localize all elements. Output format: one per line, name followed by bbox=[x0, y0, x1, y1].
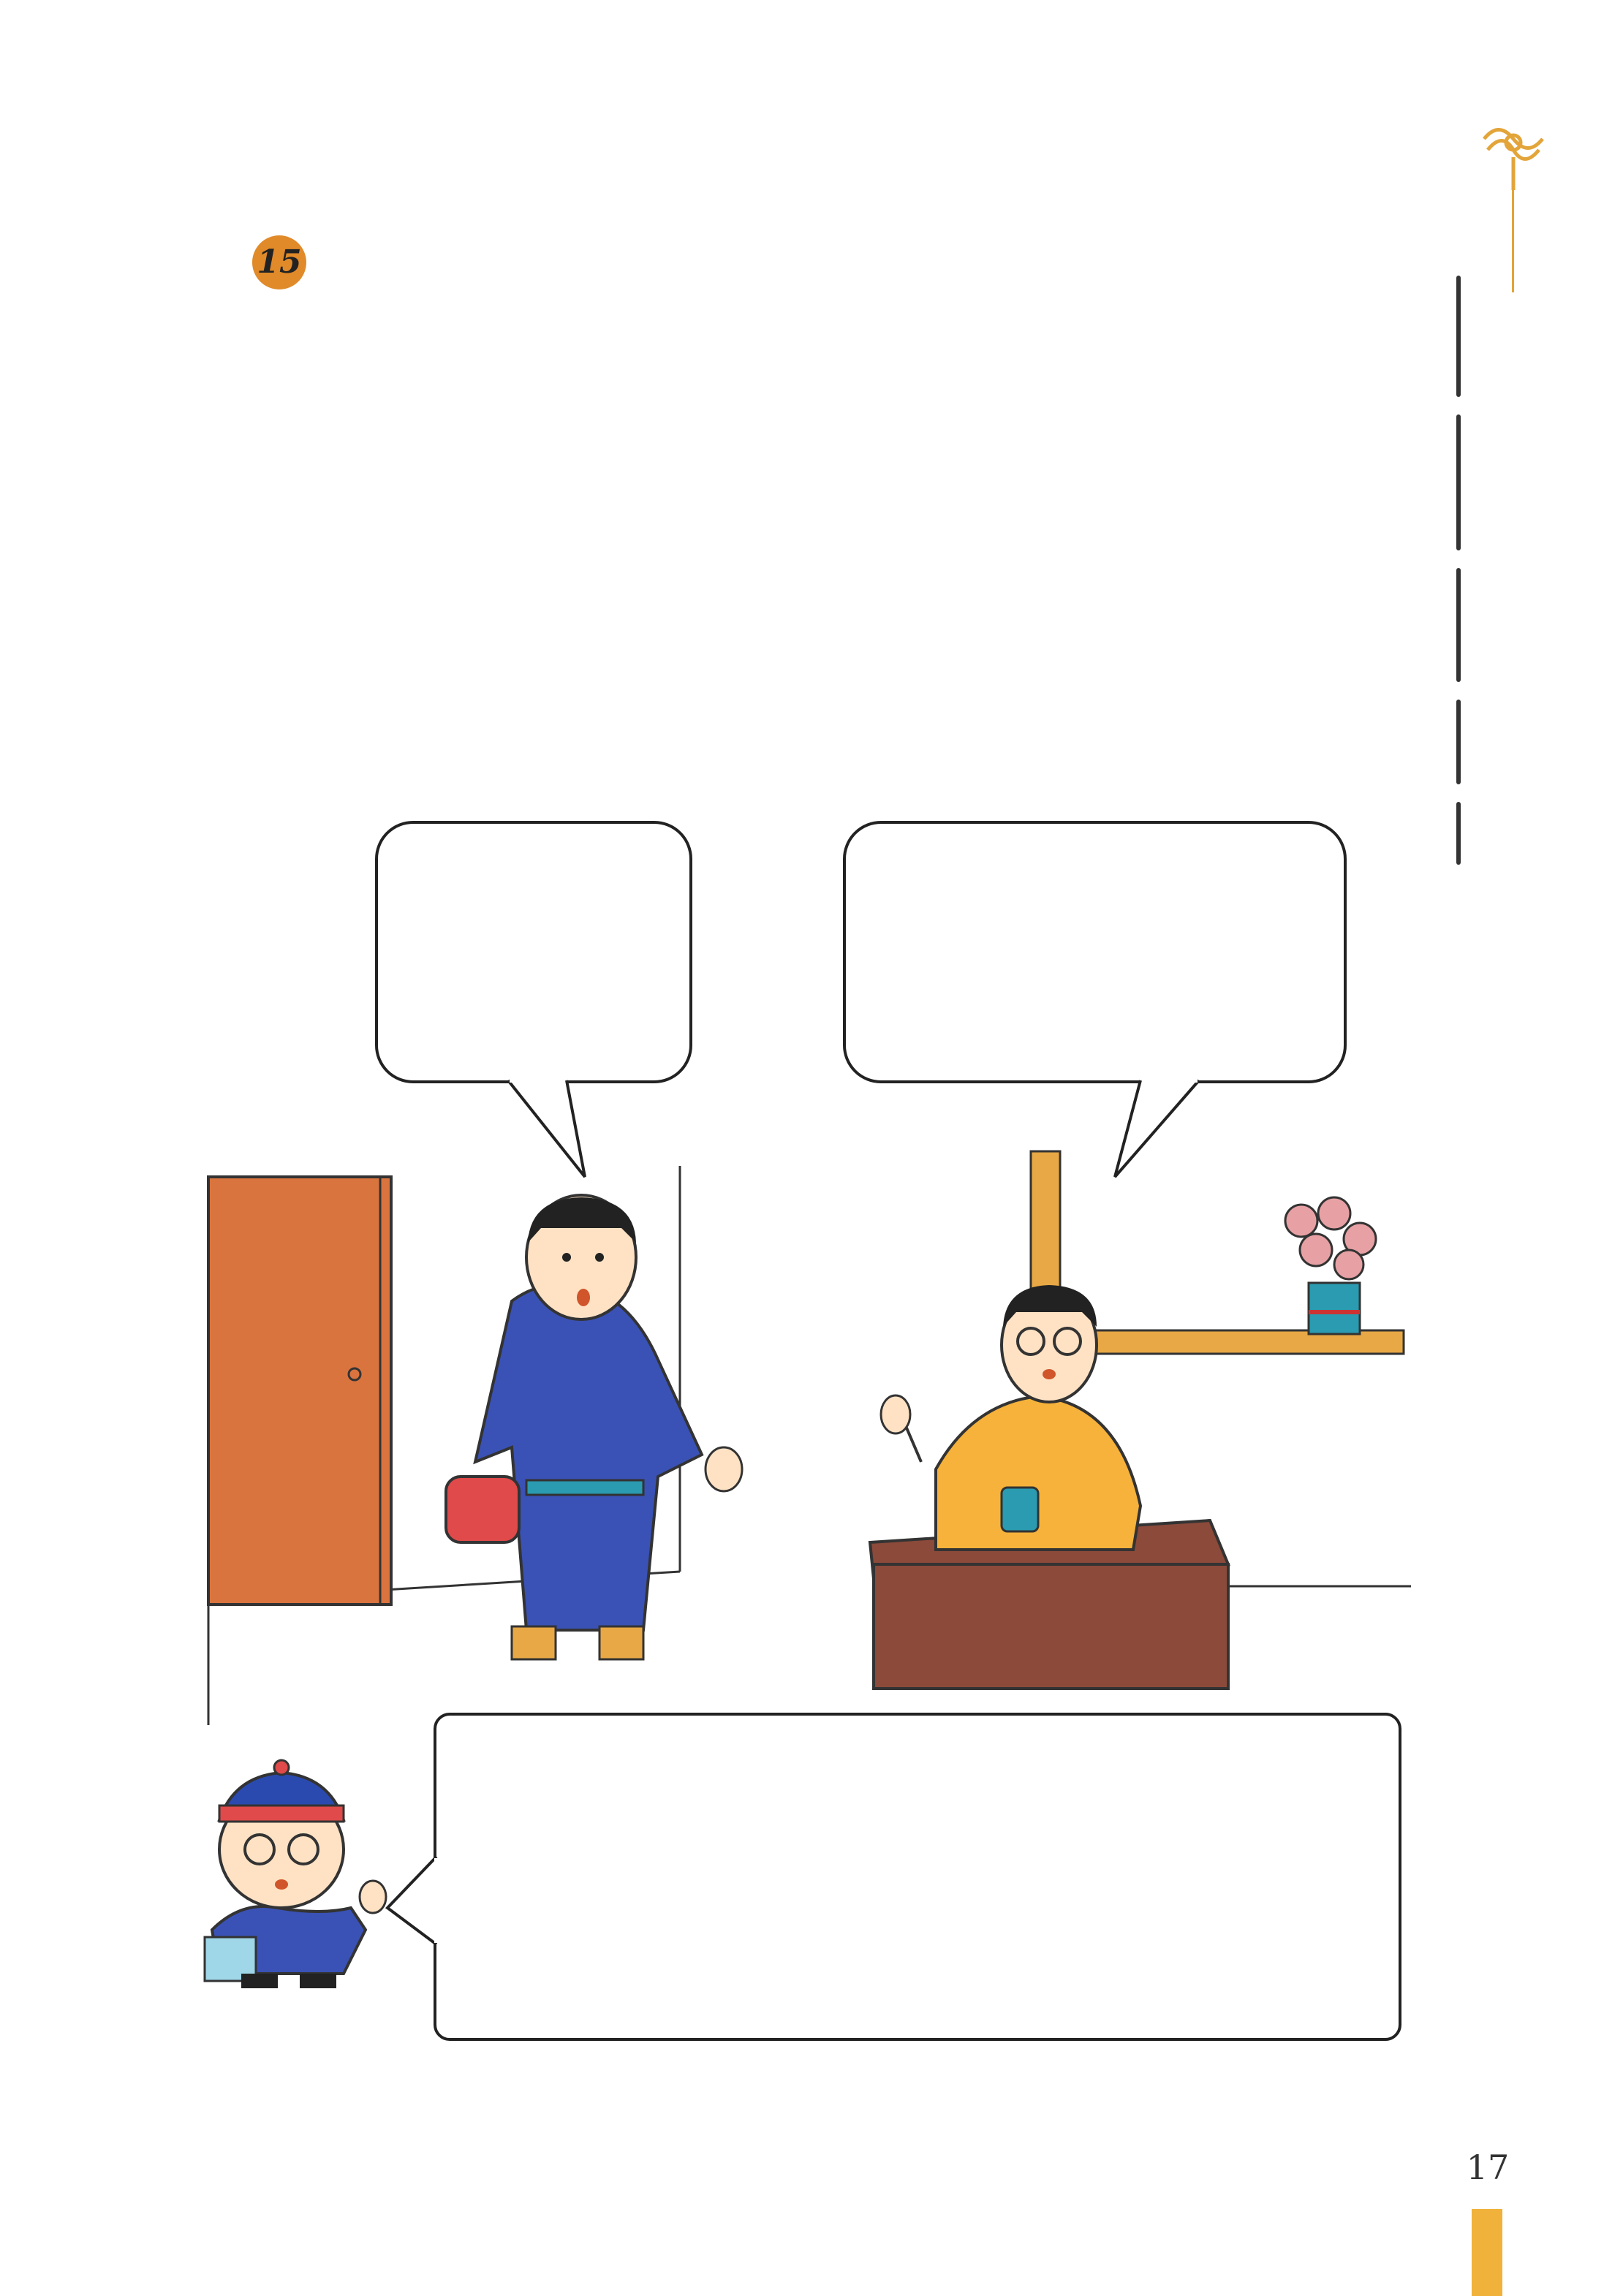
speech-bubble-standing-man bbox=[377, 822, 691, 1177]
door bbox=[208, 1177, 391, 1604]
child-guide bbox=[205, 1760, 386, 1988]
flower-vase bbox=[1285, 1197, 1376, 1334]
speech-bubble-seated-man bbox=[844, 822, 1345, 1177]
page-number: 17 bbox=[1466, 2148, 1510, 2187]
question-number-badge: 15 bbox=[252, 235, 306, 289]
page-tab bbox=[1472, 2209, 1502, 2296]
standing-man bbox=[446, 1195, 742, 1659]
speech-bubble-child bbox=[387, 1714, 1400, 2039]
seated-man bbox=[881, 1285, 1140, 1550]
